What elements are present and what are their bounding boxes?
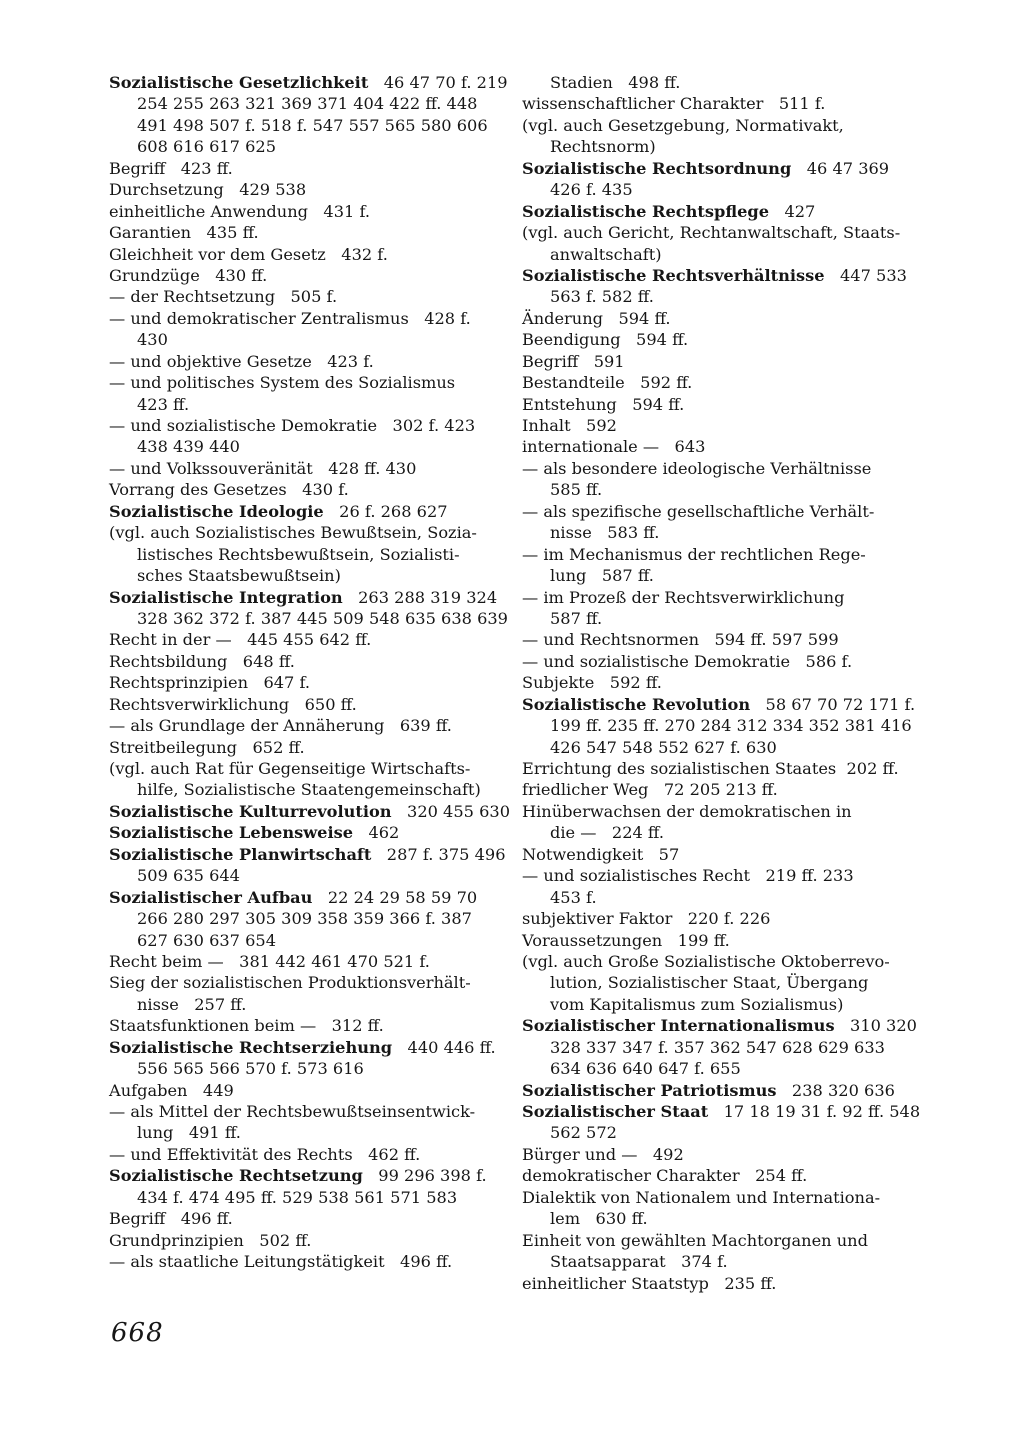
index-heading-term: Sozialistische Gesetzlichkeit: [109, 73, 369, 92]
index-entry-continuation: 627 630 637 654: [137, 930, 277, 950]
index-entry-continuation: 328 362 372 f. 387 445 509 548 635 638 639: [137, 608, 508, 628]
index-entry: Bestandteile 592 ff.: [522, 373, 693, 393]
index-heading-term: Sozialistische Rechtsverhältnisse: [522, 265, 825, 285]
index-entry-continuation: 266 280 297 305 309 358 359 366 f. 387: [137, 909, 472, 929]
index-heading-pages: 22 24 29 58 59 70: [312, 887, 478, 907]
index-heading-pages: 17 18 19 31 f. 92 ff. 548: [708, 1102, 921, 1121]
index-entry-heading: [522, 1015, 917, 1036]
index-entry-heading: [522, 694, 916, 715]
index-entry-heading: [109, 72, 508, 93]
index-entry: — und Volkssouveränität 428 ff. 430: [109, 458, 417, 478]
index-entry-continuation: lung 491 ff.: [137, 1123, 241, 1143]
index-heading-term: Sozialistische Rechtserziehung: [109, 1037, 393, 1057]
index-entry-continuation: lution, Sozialistischer Staat, Übergang: [550, 973, 869, 993]
index-entry-heading: [109, 1037, 495, 1058]
index-entry-continuation: 423 ff.: [137, 394, 190, 414]
index-entry-heading: [109, 801, 510, 822]
index-entry: Streitbeilegung 652 ff.: [109, 737, 305, 757]
index-entry-continuation: 491 498 507 f. 518 f. 547 557 565 580 606: [137, 115, 488, 135]
index-heading-term: Sozialistischer Internationalismus: [522, 1016, 835, 1036]
index-entry-continuation: 453 f.: [550, 887, 597, 907]
index-entry-heading: [109, 501, 495, 522]
index-heading-term: Sozialistischer Aufbau: [109, 887, 313, 907]
index-entry: Rechtsbildung 648 ff.: [109, 651, 295, 671]
index-entry-continuation: hilfe, Sozialistische Staatengemeinschaft): [137, 780, 481, 800]
index-entry-continuation: 509 635 644: [137, 866, 240, 886]
index-heading-pages: 462: [353, 823, 400, 843]
index-entry-heading: [109, 822, 495, 843]
index-heading-pages: 99 296 398 f.: [362, 1166, 487, 1186]
index-entry-continuation: 426 547 548 552 627 f. 630: [550, 737, 777, 757]
index-entry: — und demokratischer Zentralismus 428 f.: [109, 308, 471, 328]
index-entry: — als Mittel der Rechtsbewußtseinsentwick-: [109, 1102, 476, 1121]
index-entry-heading: [109, 1165, 495, 1186]
index-entry: Subjekte 592 ff.: [522, 673, 662, 693]
index-entry: — und politisches System des Sozialismus: [109, 373, 456, 393]
index-entry: Gleichheit vor dem Gesetz 432 f.: [109, 244, 388, 264]
index-entry: — als staatliche Leitungstätigkeit 496 ff.: [109, 1252, 453, 1272]
index-heading-pages: 310 320: [834, 1016, 917, 1036]
index-heading-term: Sozialistischer Patriotismus: [522, 1080, 777, 1100]
index-entry: (vgl. auch Gesetzgebung, Normativakt,: [522, 115, 844, 135]
index-entry-continuation: listisches Rechtsbewußtsein, Sozialisti-: [137, 544, 460, 564]
index-entry: demokratischer Charakter 254 ff.: [522, 1166, 808, 1186]
index-entry: einheitlicher Staatstyp 235 ff.: [522, 1273, 777, 1293]
index-entry: Inhalt 592: [522, 416, 617, 435]
index-entry: — und sozialistisches Recht 219 ff. 233: [522, 866, 854, 886]
index-entry-continuation: die — 224 ff.: [550, 823, 664, 843]
index-entry: Rechtsprinzipien 647 f.: [109, 673, 311, 693]
index-entry: (vgl. auch Rat für Gegenseitige Wirtschafts-: [109, 759, 471, 778]
index-entry-continuation: sches Staatsbewußtsein): [137, 566, 341, 586]
index-heading-term: Sozialistische Revolution: [522, 694, 751, 714]
index-entry: Recht in der — 445 455 642 ff.: [109, 630, 372, 650]
index-entry: Dialektik von Nationalem und Internationa-: [522, 1187, 881, 1207]
index-entry: Bürger und — 492: [522, 1144, 684, 1164]
index-heading-term: Sozialistische Lebensweise: [109, 823, 354, 843]
index-entry: — und Effektivität des Rechts 462 ff.: [109, 1144, 421, 1164]
index-entry-continuation: 563 f. 582 ff.: [550, 287, 654, 307]
index-entry-continuation: 438 439 440: [137, 437, 240, 457]
index-entry: — als besondere ideologische Verhältnisse: [522, 458, 872, 478]
index-entry-continuation: Rechtsnorm): [550, 137, 656, 157]
index-entry-continuation: anwaltschaft): [550, 244, 662, 264]
index-heading-term: Sozialistische Integration: [109, 587, 343, 607]
index-entry-continuation: 199 ff. 235 ff. 270 284 312 334 352 381 416: [550, 716, 912, 736]
index-entry: — und objektive Gesetze 423 f.: [109, 351, 374, 371]
index-entry-continuation: lem 630 ff.: [550, 1209, 648, 1229]
index-entry-continuation: 634 636 640 647 f. 655: [550, 1059, 741, 1079]
index-heading-term: Sozialistische Rechtspflege: [522, 201, 770, 221]
index-entry: — der Rechtsetzung 505 f.: [109, 287, 338, 307]
index-entry-heading: [109, 844, 506, 865]
index-entry: subjektiver Faktor 220 f. 226: [522, 909, 771, 929]
index-entry: Sieg der sozialistischen Produktionsverhält-: [109, 973, 471, 993]
index-entry-continuation: nisse 257 ff.: [137, 994, 247, 1014]
index-column-left: [109, 72, 510, 1273]
index-entry: Begriff 496 ff.: [109, 1209, 233, 1229]
index-entry: Staatsfunktionen beim — 312 ff.: [109, 1016, 384, 1036]
index-heading-pages: 46 47 369: [791, 158, 890, 178]
index-entry-heading: [522, 1101, 921, 1122]
index-entry: (vgl. auch Sozialistisches Bewußtsein, Sozia-: [109, 523, 477, 543]
index-entry: Aufgaben 449: [109, 1080, 234, 1100]
index-entry: Grundzüge 430 ff.: [109, 265, 268, 285]
index-entry-continuation: nisse 583 ff.: [550, 523, 660, 543]
index-entry-heading: [522, 201, 908, 222]
index-entry: Notwendigkeit 57: [522, 844, 680, 864]
index-entry-heading: [109, 887, 495, 908]
index-entry: (vgl. auch Gericht, Rechtanwaltschaft, Staats-: [522, 223, 901, 243]
index-entry-heading: [522, 1080, 908, 1101]
index-heading-term: Sozialistische Rechtsetzung: [109, 1166, 363, 1186]
index-entry-continuation: 587 ff.: [550, 608, 603, 628]
index-heading-pages: 440 446 ff.: [392, 1037, 496, 1057]
index-heading-term: Sozialistische Rechtsordnung: [522, 158, 792, 178]
index-entry: internationale — 643: [522, 437, 706, 457]
index-entry-heading: [522, 265, 908, 286]
index-entry: Garantien 435 ff.: [109, 223, 259, 243]
index-entry-heading: [109, 587, 498, 608]
index-entry: — im Prozeß der Rechtsverwirklichung: [522, 587, 845, 607]
index-entry: Entstehung 594 ff.: [522, 394, 685, 414]
index-entry-continuation: 254 255 263 321 369 371 404 422 ff. 448: [137, 94, 478, 114]
index-entry: (vgl. auch Große Sozialistische Oktoberrevo-: [522, 951, 890, 971]
index-entry-continuation: 585 ff.: [550, 480, 603, 500]
index-entry-continuation: 608 616 617 625: [137, 137, 277, 157]
index-heading-term: Sozialistische Ideologie: [109, 501, 324, 521]
index-entry: Grundprinzipien 502 ff.: [109, 1230, 312, 1250]
index-entry: Vorrang des Gesetzes 430 f.: [109, 480, 349, 500]
index-heading-term: Sozialistischer Staat: [522, 1102, 709, 1121]
index-heading-pages: 238 320 636: [776, 1080, 895, 1100]
index-entry-continuation: lung 587 ff.: [550, 566, 654, 586]
index-entry-continuation: 556 565 566 570 f. 573 616: [137, 1059, 364, 1079]
index-entry: Änderung 594 ff.: [522, 308, 671, 328]
index-entry: — im Mechanismus der rechtlichen Rege-: [522, 544, 866, 564]
index-entry: Recht beim — 381 442 461 470 521 f.: [109, 951, 430, 971]
index-heading-term: Sozialistische Planwirtschaft: [109, 844, 372, 864]
index-entry: — und sozialistische Demokratie 586 f.: [522, 651, 853, 671]
index-entry: Beendigung 594 ff.: [522, 330, 689, 350]
index-entry-continuation: 430: [137, 330, 168, 350]
index-entry: einheitliche Anwendung 431 f.: [109, 201, 371, 221]
index-entry-continuation: Staatsapparat 374 f.: [550, 1252, 728, 1272]
index-entry-continuation: 426 f. 435: [550, 180, 633, 200]
index-heading-pages: 58 67 70 72 171 f.: [750, 694, 916, 714]
index-entry: — als spezifische gesellschaftliche Verhält-: [522, 501, 875, 521]
index-entry: — und Rechtsnormen 594 ff. 597 599: [522, 630, 839, 650]
index-heading-pages: 427: [769, 201, 816, 221]
index-entry: Hinüberwachsen der demokratischen in: [522, 801, 852, 821]
index-entry: Begriff 423 ff.: [109, 158, 233, 178]
index-entry-continuation: vom Kapitalismus zum Sozialismus): [550, 994, 844, 1014]
index-column-right: [522, 72, 921, 1294]
index-entry: Durchsetzung 429 538: [109, 180, 307, 200]
index-entry: Rechtsverwirklichung 650 ff.: [109, 694, 357, 714]
index-heading-pages: 447 533: [824, 265, 907, 285]
index-heading-pages: 263 288 319 324: [342, 587, 498, 607]
index-heading-pages: 320 455 630: [391, 801, 510, 821]
index-entry: — als Grundlage der Annäherung 639 ff.: [109, 716, 452, 736]
index-entry: wissenschaftlicher Charakter 511 f.: [522, 94, 826, 114]
index-entry: Voraussetzungen 199 ff.: [522, 930, 730, 950]
index-heading-pages: 46 47 70 f. 219: [368, 73, 508, 92]
index-heading-pages: 26 f. 268 627: [323, 501, 448, 521]
index-entry-continuation: Stadien 498 ff.: [550, 73, 681, 92]
index-entry: friedlicher Weg 72 205 213 ff.: [522, 780, 778, 800]
index-entry: — und sozialistische Demokratie 302 f. 423: [109, 416, 476, 435]
index-entry-continuation: 328 337 347 f. 357 362 547 628 629 633: [550, 1037, 885, 1057]
index-entry: Errichtung des sozialistischen Staates 202 ff.: [522, 759, 899, 778]
index-entry-continuation: 434 f. 474 495 ff. 529 538 561 571 583: [137, 1187, 458, 1207]
index-entry-continuation: 562 572: [550, 1123, 617, 1143]
page-number: 668: [111, 1318, 164, 1348]
index-entry: Begriff 591: [522, 351, 625, 371]
index-entry: Einheit von gewählten Machtorganen und: [522, 1230, 868, 1250]
index-heading-term: Sozialistische Kulturrevolution: [109, 801, 392, 821]
index-heading-pages: 287 f. 375 496: [371, 844, 506, 864]
index-entry-heading: [522, 158, 908, 179]
